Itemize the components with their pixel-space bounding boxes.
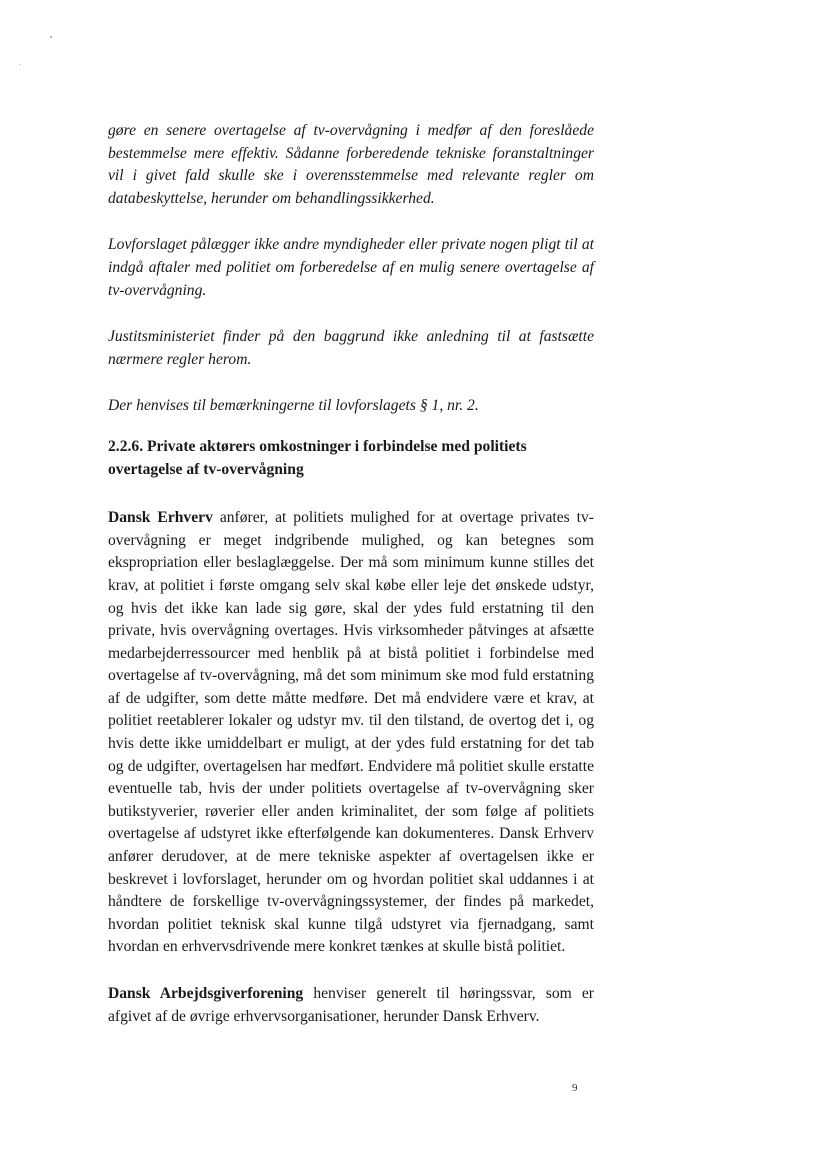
italic-paragraph-2: Lovforslaget pålægger ikke andre myndigheder eller private nogen pligt til at indgå aftaler med politiet om forberedelse af en mulig senere overtagelse af tv-overvågning. — [108, 236, 594, 299]
section-heading: 2.2.6. Private aktørers omkostninger i forbindelse med politiets overtagelse af tv-overvågning — [108, 437, 527, 478]
italic-paragraph-1: gøre en senere overtagelse af tv-overvågning i medfør af den foreslåede bestemmelse mere effektiv. Sådanne forberedende tekniske foranstaltninger vil i givet fald skulle ske i overensstemmelse med relevante regler om databeskyttelse, herunder om behandlingssikkerhed. — [108, 122, 594, 207]
scan-speck — [50, 36, 52, 38]
page-content — [108, 120, 594, 1028]
scan-speck — [20, 64, 21, 65]
body-text: henviser generelt til høringssvar, som er afgivet af de øvrige erhvervsorganisationer, herunder Dansk Erhverv. — [108, 985, 594, 1025]
page-number: 9 — [572, 1082, 578, 1094]
body-paragraph-dansk-arbejdsgiverforening — [108, 983, 594, 1028]
organization-name: Dansk Arbejdsgiverforening — [108, 985, 304, 1002]
italic-paragraph-4: Der henvises til bemærkningerne til lovforslagets § 1, nr. 2. — [108, 397, 479, 415]
body-text: anfører, at politiets mulighed for at overtage privates tv-overvågning er meget indgribende mulighed, og kan betegnes som ekspropriation eller beslaglæggelse. Der må som minimum kunne stilles det krav, at politiet i første omgang selv skal købe eller leje det ønskede udstyr, og hvis det ikke kan lade sig gøre, skal der ydes fuld erstatning til den private, hvis overvågning overtages. Hvis virksomheder påtvinges at afsætte medarbejderressourcer med henblik på at bistå politiet i forbindelse med overtagelse af tv-overvågning, må det som minimum ske mod fuld erstatning af de udgifter, som dette måtte medføre. Det må endvidere være et krav, at politiet reetablerer lokaler og udstyr mv. til den tilstand, de overtog det i, og hvis dette ikke umiddelbart er muligt, at der ydes fuld erstatning for det tab og de udgifter, overtagelsen har medført. Endvidere må politiet skulle erstatte eventuelle tab, hvis der under politiets overtagelse af tv-overvågning sker butikstyverier, røverier eller anden kriminalitet, der som følge af politiets overtagelse af udstyret ikke efterfølgende kan dokumenteres. Dansk Erhverv anfører derudover, at de mere tekniske aspekter af overtagelsen ikke er beskrevet i lovforslaget, herunder om og hvordan politiet skal uddannes i at håndtere de forskellige tv-overvågningssystemer, der findes på markedet, hvordan politiet teknisk skal kunne tilgå udstyret via fjernadgang, samt hvordan en erhvervsdrivende mere konkret tænkes at skulle bistå politiet. — [108, 509, 595, 956]
body-paragraph-dansk-erhverv — [108, 507, 594, 959]
organization-name: Dansk Erhverv — [108, 509, 213, 527]
italic-paragraph-3: Justitsministeriet finder på den baggrund ikke anledning til at fastsætte nærmere regler herom. — [108, 328, 594, 368]
